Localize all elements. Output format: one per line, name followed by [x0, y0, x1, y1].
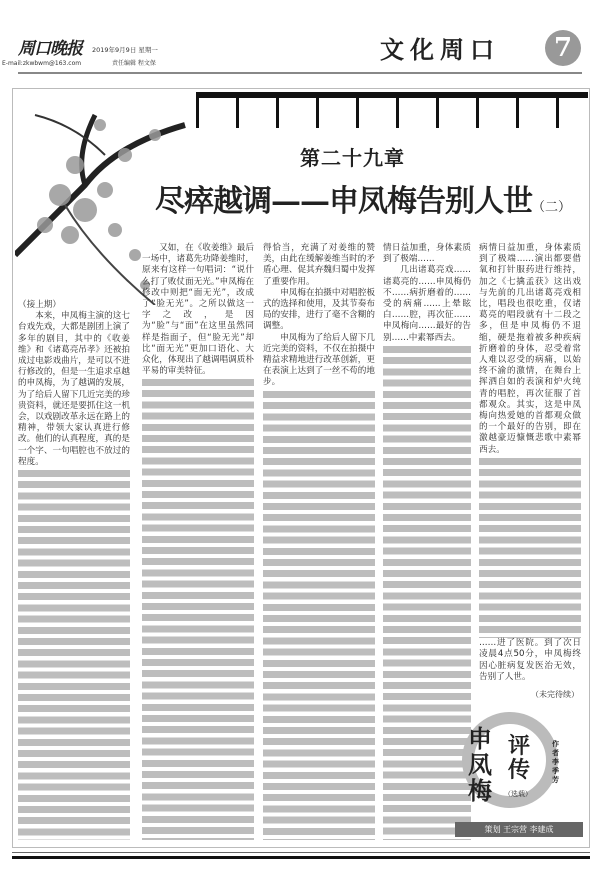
illegible-text — [479, 456, 581, 638]
article-title — [155, 184, 571, 226]
promo-label: 评传 — [508, 733, 531, 783]
paragraph: 病情日益加重，身体素质到了极端……演出都要借氧和打针服药进行维持，加之《七擒孟获》这出戏与先前的几出诸葛亮戏相比，唱段也很吃重，仅诸葛亮的唱段就有十二段之多，但是申凤梅仍不退缩，硬是拖着被多种疾病折磨着的身体，忍受着常人难以忍受的病痛，以始终不渝的激情，在舞台上挥洒自如的表演和炉火纯青的唱腔，再次征服了首都观众。其实，这是申凤梅向热爱她的首都观众做的一个最好的告别，即在激越豪迈慷慨悲歌中素幂西去。 — [479, 243, 581, 455]
illegible-text — [18, 468, 130, 840]
text-column-3 — [263, 243, 375, 840]
promo-note: （选载） — [504, 790, 532, 798]
to-be-continued: （未完待续） — [531, 690, 579, 699]
paragraph: 情日益加重，身体素质到了极端…… — [383, 243, 471, 265]
promo-name: 申凤梅 — [468, 724, 492, 805]
newspaper-logo: 周口晚报 — [18, 39, 82, 59]
planner-bar: 策划 王宗营 李建成 — [455, 822, 583, 837]
text-column-5 — [479, 243, 581, 683]
paragraph: ……进了医院。到了次日凌晨4点50分，申凤梅终因心脏病复发医治无效，告别了人世。 — [479, 638, 581, 682]
fret-ornament — [196, 92, 588, 128]
paragraph: 申凤梅为了给后人留下几近完美的资料，不仅在拍摄中精益求精地进行改革创新，更在表演上达到了一丝不苟的地步。 — [263, 332, 375, 388]
bottom-rule — [12, 856, 590, 859]
promo-author: 作者 李季芳 — [552, 740, 559, 784]
paragraph: （接上期） — [18, 300, 61, 310]
paragraph: 得恰当，充满了对姜维的赞美，由此在缓解姜维当时的矛盾心理、促其弃魏归蜀中发挥了重要作用。 — [263, 243, 375, 287]
header-rule — [18, 72, 582, 74]
illegible-text — [142, 377, 254, 840]
paragraph: 几出诸葛亮戏……诸葛亮的……申凤梅仍不……病折磨着的……受的病痛……上晕眩白……腔，再次征……申凤梅向……最好的告别……中素幂西去。 — [383, 265, 471, 343]
text-column-4 — [383, 243, 471, 840]
text-column-2 — [142, 243, 254, 840]
email: E-mail:zkwbwm@163.com — [2, 60, 82, 67]
illegible-text — [263, 389, 375, 840]
editor: 责任编辑 程文保 — [112, 60, 156, 67]
chapter-heading: 第二十九章 — [300, 146, 405, 170]
text-column-1 — [18, 300, 130, 840]
title-suffix: （二） — [532, 200, 572, 215]
title-main: 尽瘁越调——申凤梅告别人世 — [155, 184, 532, 219]
page-number: 7 — [545, 30, 581, 66]
illegible-text — [383, 344, 471, 840]
issue-date: 2019年9月9日 星期一 — [92, 46, 158, 54]
paragraph: 又如，在《收姜维》最后一场中，诸葛先功降姜维时，原来有这样一句唱词：“说什么打了败仗面无光。”申凤梅在修改中则把“面无光”，改成了“脸无光”。之所以做这一字之改，是因为“脸”与“面”在这里虽然同样是指面子，但“脸无光”却比“面无光”更加口语化、大众化，体现出了越调唱调质朴平易的审美特征。 — [142, 243, 254, 377]
paragraph: 本来，申凤梅主演的这七台戏先戏，大都是剧团上演了多年的剧目，其中的《收姜维》和《诸葛亮吊孝》还被拍成过电影戏曲片，是可以不进行修改的，但是一生追求卓越的申凤梅，为了越调的发展，为了给后人留下几近完美的珍贵资料，就还是要抓住这一机会，以戏剧改革永远在路上的精神，带领大家认真进行修改。他们的认真程度，真的是一个字、一句唱腔也不放过的程度。 — [18, 311, 130, 467]
bottom-rule-thin — [12, 852, 590, 853]
paragraph: 申凤梅在拍摄中对唱腔板式的选择和使用，及其节奏布局的安排，进行了毫不含糊的调整。 — [263, 287, 375, 332]
section-title: 文化周口 — [380, 35, 500, 64]
